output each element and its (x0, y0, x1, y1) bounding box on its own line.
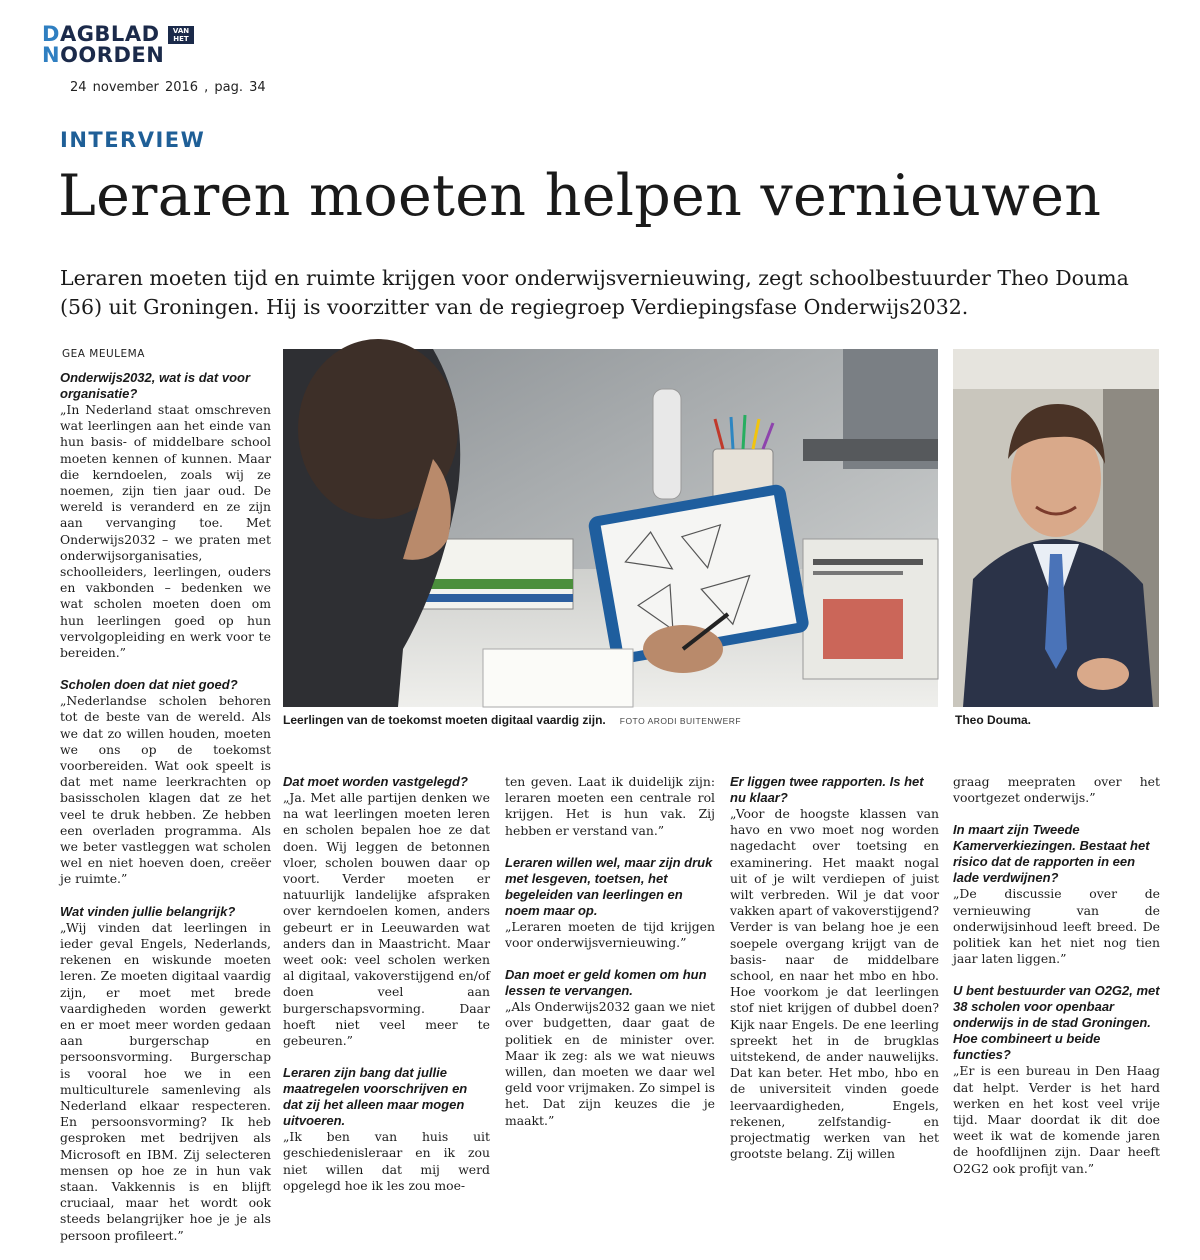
interview-question: Scholen doen dat niet goed? (60, 677, 238, 693)
photo-credit: FOTO ARODI BUITENWERF (619, 716, 742, 726)
interview-answer: „Voor de hoogste klassen van havo en vwo moet nog worden nagedacht over toetsing en examinering. Het maakt nogal uit of je wilt verdiepen of juist wilt verbreden. Wil je dat voor vakken apart of vakoverstijgend? Verder is van belang hoe je een soepele overgang krijgt van de basis- naar de middelbare school, en naar het mbo en hbo. Hoe voorkom je dat leerlingen stof niet krijgen of dubbel doen? Kijk naar Engels. De ene leerling spreekt het in de brugklas uitstekend, de ander nauwelijks. Dat kan beter. Het mbo, hbo en de universiteit vinden goede leervaardigheden, Engels, rekenen, zelfstandig- en projectmatig werken van het grootste belang. Zij willen (730, 806, 939, 1162)
interview-question: U bent bestuurder van O2G2, met 38 scholen voor openbaar onderwijs in de stad Groningen. Hoe combineert u beide functies? (953, 983, 1160, 1063)
interview-question: Onderwijs2032, wat is dat voor organisatie? (60, 370, 251, 401)
interview-answer: „Leraren moeten de tijd krijgen voor onderwijsvernieuwing.” (505, 918, 715, 951)
logo-word-noorden: OORDEN (60, 43, 165, 67)
article-column-2 (283, 774, 490, 1210)
interview-answer: „In Nederland staat omschreven wat leerlingen aan het einde van hun basis- of middelbare school moeten kennen of kunnen. Maar die kerndoelen, zoals wij ze noemen, zijn tien jaar oud. De wereld is veranderd en ze zijn aan vervanging toe. Met Onderwijs2032 – we praten met onderwijsorganisaties, schoolleiders, leerlingen, ouders en vakbonden – bedenken we wat scholen moeten doen om hun leerlingen goed op hun vervolgopleiding en werk voor te bereiden.” (60, 402, 271, 661)
article-column-5 (953, 774, 1160, 1193)
caption-text: Leerlingen van de toekomst moeten digitaal vaardig zijn. (283, 713, 606, 727)
interview-answer: „De discussie over de vernieuwing van de onderwijsinhoud leeft breed. De politiek kan het niet nog tien jaar laten liggen.” (953, 886, 1160, 967)
interview-question: Leraren willen wel, maar zijn druk met lesgeven, toetsen, het begeleiden van leerlingen en noem maar op. (505, 854, 713, 918)
interview-answer: ten geven. Laat ik duidelijk zijn: leraren moeten een centrale rol krijgen. Het is hun vak. Zij hebben er verstand van.” (505, 774, 715, 838)
section-kicker: INTERVIEW (60, 128, 206, 152)
portrait-photo (953, 349, 1159, 707)
newspaper-logo (42, 24, 202, 70)
article-headline: Leraren moeten helpen vernieuwen (58, 163, 1102, 229)
interview-answer: „Als Onderwijs2032 gaan we niet over budgetten, daar gaat de politiek en de minister over. Maar ik zeg: als we wat nieuws willen, dan moeten we daar wel geld voor vrijmaken. Zo simpel is het. Dat zijn keuzes die je maakt.” (505, 999, 715, 1128)
main-photo-caption (283, 713, 741, 727)
article-column-4 (730, 774, 939, 1178)
interview-question: In maart zijn Tweede Kamerverkiezingen. Bestaat het risico dat de rapporten in een lade verdwijnen? (953, 822, 1150, 886)
logo-word-dagblad: AGBLAD (59, 22, 160, 46)
main-photo (283, 349, 938, 707)
publication-date: 24 november 2016 , pag. 34 (70, 80, 266, 95)
theo-douma-portrait (953, 349, 1159, 707)
interview-answer: „Ja. Met alle partijen denken we na wat leerlingen moeten leren en scholen bepalen hoe ze dat doen. Wij leggen de betonnen vloer, scholen bouwen daar op voort. Verder moeten er natuurlijk landelijke afspraken over kerndoelen komen, anders gebeurt er in Leeuwarden wat anders dan in Maastricht. Maar weet ook: veel scholen werken al digitaal, vakoverstijgend en/of doen veel aan burgerschapsvorming. Daar hoeft niet veel meer te gebeuren.” (283, 790, 490, 1049)
logo-initial-n: N (42, 43, 61, 67)
article-column-1 (60, 370, 271, 1260)
interview-question: Wat vinden jullie belangrijk? (60, 903, 236, 919)
interview-question: Dat moet worden vastgelegd? (283, 774, 468, 789)
interview-question: Leraren zijn bang dat jullie maatregelen voorschrijven en dat zij het alleen maar mogen uitvoeren. (283, 1065, 468, 1129)
interview-answer: graag meepraten over het voortgezet onderwijs.” (953, 774, 1160, 806)
logo-van-het: VAN HET (168, 26, 194, 44)
interview-answer: „Nederlandse scholen behoren tot de beste van de wereld. Als we dat zo willen houden, moeten we ons op de toekomst voorbereiden. Wat ook speelt is dat met name leerkrachten op basisscholen klagen dat ze het veel te druk hebben. Ze hebben een overladen programma. Als we beter vastleggen wat scholen wel en niet hoeven doen, creëer je ruimte.” (60, 693, 271, 887)
article-lead: Leraren moeten tijd en ruimte krijgen voor onderwijsvernieuwing, zegt schoolbestuurder Theo Douma (56) uit Groningen. Hij is voorzitter van de regiegroep Verdiepingsfase Onderwijs2032. (60, 266, 1129, 319)
interview-answer: „Er is een bureau in Den Haag dat helpt. Verder is het hard werken en het kost veel vrije tijd. Maar doordat ik dit doe weet ik wat de komende jaren de hoofdlijnen zijn. Daar heeft O2G2 ook profijt van.” (953, 1063, 1160, 1176)
interview-question: Dan moet er geld komen om hun lessen te vervangen. (505, 967, 707, 999)
interview-question: Er liggen twee rapporten. Is het nu klaar? (730, 774, 924, 805)
portrait-caption: Theo Douma. (955, 713, 1032, 727)
interview-answer: „Ik ben van huis uit geschiedenisleraar en ik zou niet willen dat mij werd opgelegd hoe ik les zou moe- (283, 1129, 490, 1193)
article-column-3 (505, 774, 715, 1145)
logo-initial-d: D (42, 22, 60, 46)
interview-answer: „Wij vinden dat leerlingen in ieder geval Engels, Nederlands, rekenen en wiskunde moeten leren. Ze moeten digitaal vaardig zijn, er moet met brede vaardigheden worden gewerkt en er moet meer worden gedaan aan burgerschap en persoonsvorming. Burgerschap is vooral hoe we in een multiculturele samenleving als Nederland elkaar respecteren. En persoonsvorming? Ik heb gesproken met bedrijven als Microsoft en IBM. Zij selecteren mensen op hoe ze in hun vak staan. Vakkennis is en blijft cruciaal, maar het wordt ook steeds belangrijker hoe je je als persoon profileert.” (60, 919, 271, 1243)
byline: GEA MEULEMA (62, 348, 145, 360)
student-tablet-photo (283, 349, 938, 707)
